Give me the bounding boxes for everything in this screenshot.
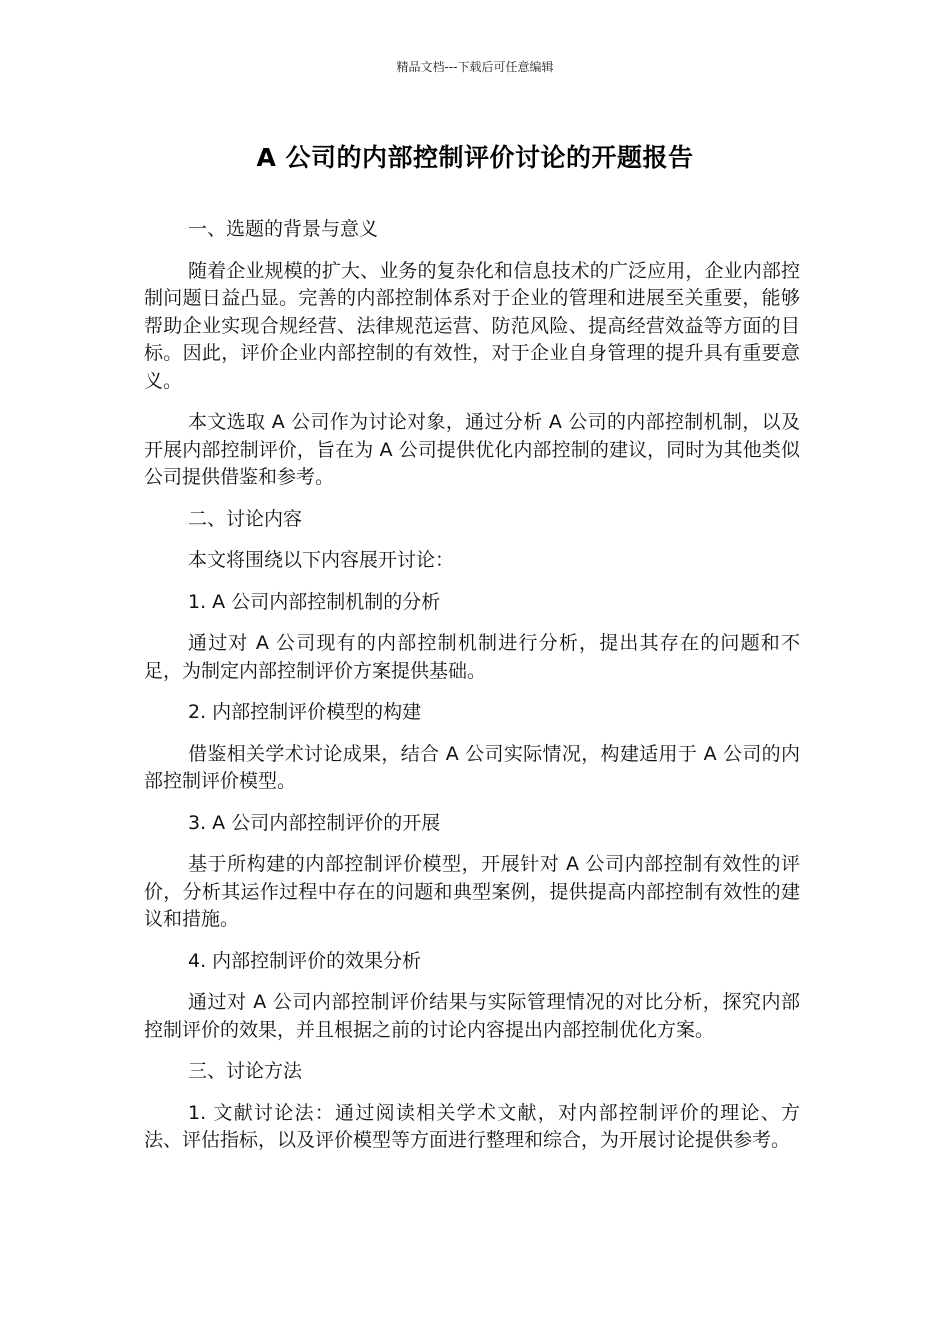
document-title: A 公司的内部控制评价讨论的开题报告 bbox=[256, 143, 694, 172]
item-text-1: 通过对 A 公司现有的内部控制机制进行分析，提出其存在的问题和不足，为制定内部控制评价方案提供基础。 bbox=[144, 632, 800, 682]
document-body bbox=[144, 216, 800, 1169]
section-heading-content: 二、讨论内容 bbox=[188, 507, 303, 530]
paragraph-content-intro: 本文将围绕以下内容展开讨论： bbox=[188, 549, 455, 571]
paragraph-background: 随着企业规模的扩大、业务的复杂化和信息技术的广泛应用，企业内部控制问题日益凸显。完善的内部控制体系对于企业的管理和进展至关重要，能够帮助企业实现合规经营、法律规范运营、防范风险、提高经营效益等方面的目标。因此，评价企业内部控制的有效性，对于企业自身管理的提升具有重要意义。 bbox=[144, 259, 800, 392]
item-heading-2: 2. 内部控制评价模型的构建 bbox=[188, 701, 422, 723]
page-header: 精品文档---下载后可任意编辑 bbox=[396, 60, 554, 74]
item-text-4: 通过对 A 公司内部控制评价结果与实际管理情况的对比分析，探究内部控制评价的效果，并且根据之前的讨论内容提出内部控制优化方案。 bbox=[144, 991, 800, 1041]
section-heading-background: 一、选题的背景与意义 bbox=[188, 218, 379, 240]
item-text-3: 基于所构建的内部控制评价模型，开展针对 A 公司内部控制有效性的评价，分析其运作过程中存在的问题和典型案例，提供提高内部控制有效性的建议和措施。 bbox=[144, 853, 800, 930]
section-heading-methods: 三、讨论方法 bbox=[188, 1060, 303, 1082]
item-text-2: 借鉴相关学术讨论成果，结合 A 公司实际情况，构建适用于 A 公司的内部控制评价模型。 bbox=[144, 742, 800, 792]
paragraph-purpose: 本文选取 A 公司作为讨论对象，通过分析 A 公司的内部控制机制，以及开展内部控制评价，旨在为 A 公司提供优化内部控制的建议，同时为其他类似公司提供借鉴和参考。 bbox=[144, 411, 800, 488]
item-heading-1: 1. A 公司内部控制机制的分析 bbox=[188, 590, 441, 613]
method-item-1: 1. 文献讨论法：通过阅读相关学术文献，对内部控制评价的理论、方法、评估指标，以及评价模型等方面进行整理和综合，为开展讨论提供参考。 bbox=[144, 1101, 800, 1151]
item-heading-3: 3. A 公司内部控制评价的开展 bbox=[188, 811, 441, 834]
item-heading-4: 4. 内部控制评价的效果分析 bbox=[188, 949, 422, 972]
